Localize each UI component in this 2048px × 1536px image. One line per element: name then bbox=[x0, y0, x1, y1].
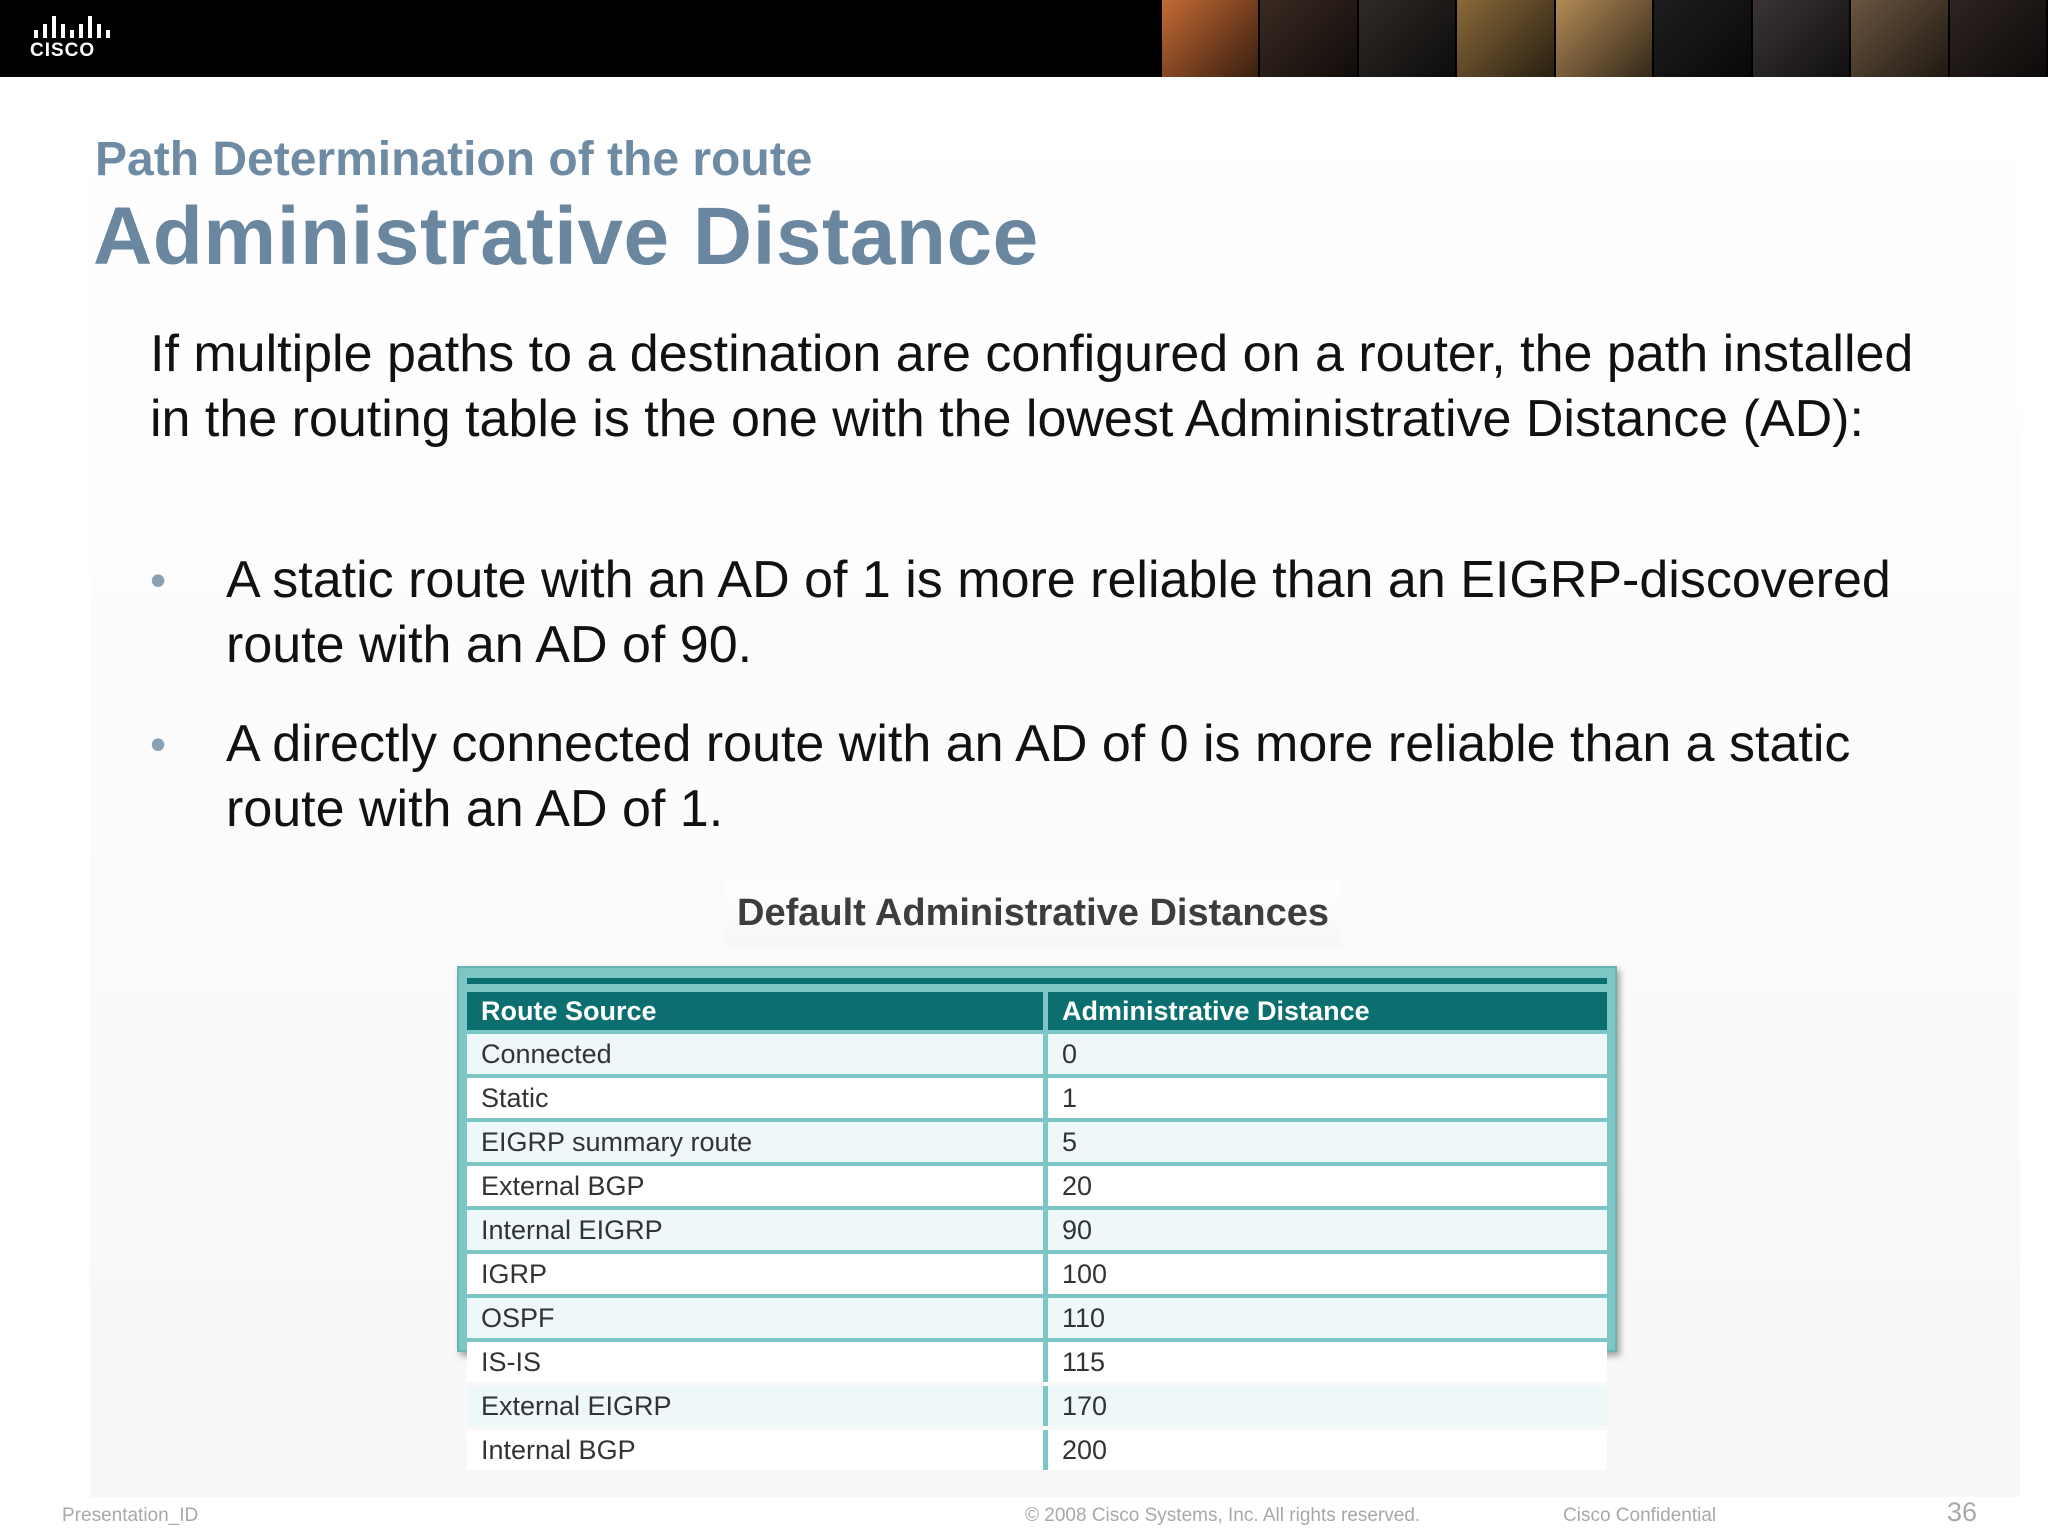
header-photo-tile bbox=[1556, 0, 1654, 77]
cell-administrative-distance: 100 bbox=[1048, 1254, 1607, 1294]
table-row bbox=[467, 1210, 1607, 1250]
table-header-row bbox=[467, 992, 1607, 1030]
bullet-item bbox=[150, 548, 1940, 678]
cell-administrative-distance: 115 bbox=[1048, 1342, 1607, 1382]
cell-route-source: Internal BGP bbox=[467, 1430, 1048, 1470]
table-row bbox=[467, 1430, 1607, 1470]
cell-administrative-distance: 200 bbox=[1048, 1430, 1607, 1470]
table-top-rule bbox=[467, 978, 1607, 984]
table-row bbox=[467, 1122, 1607, 1162]
table-body bbox=[467, 1034, 1607, 1470]
cell-administrative-distance: 20 bbox=[1048, 1166, 1607, 1206]
cell-route-source: External EIGRP bbox=[467, 1386, 1048, 1426]
cisco-logo bbox=[30, 14, 120, 64]
table-row bbox=[467, 1386, 1607, 1426]
bullet-text: A static route with an AD of 1 is more reliable than an EIGRP-discovered route with an AD of 90. bbox=[226, 551, 1891, 674]
administrative-distance-table bbox=[467, 988, 1607, 1474]
header-photo-tile bbox=[1851, 0, 1949, 77]
bullet-icon: • bbox=[150, 554, 167, 606]
table-row bbox=[467, 1078, 1607, 1118]
header-photo-tile bbox=[1654, 0, 1752, 77]
header-photo-tile bbox=[1457, 0, 1555, 77]
header-photo-tile bbox=[1359, 0, 1457, 77]
header-photo-tile bbox=[1260, 0, 1358, 77]
cell-administrative-distance: 1 bbox=[1048, 1078, 1607, 1118]
table-row bbox=[467, 1034, 1607, 1074]
table-row bbox=[467, 1298, 1607, 1338]
footer-confidential: Cisco Confidential bbox=[1563, 1505, 1717, 1526]
page-number: 36 bbox=[1947, 1497, 1978, 1527]
bullet-item bbox=[150, 712, 1940, 842]
header-band bbox=[0, 0, 2048, 77]
header-photo-strip bbox=[1162, 0, 2048, 77]
slide-title: Administrative Distance bbox=[93, 191, 1039, 282]
table-row bbox=[467, 1254, 1607, 1294]
column-header-administrative-distance: Administrative Distance bbox=[1048, 992, 1607, 1030]
cell-route-source: Internal EIGRP bbox=[467, 1210, 1048, 1250]
table-row bbox=[467, 1342, 1607, 1382]
cell-route-source: Static bbox=[467, 1078, 1048, 1118]
cell-route-source: IGRP bbox=[467, 1254, 1048, 1294]
cell-route-source: IS-IS bbox=[467, 1342, 1048, 1382]
cell-route-source: Connected bbox=[467, 1034, 1048, 1074]
cell-administrative-distance: 5 bbox=[1048, 1122, 1607, 1162]
cell-administrative-distance: 90 bbox=[1048, 1210, 1607, 1250]
cell-route-source: EIGRP summary route bbox=[467, 1122, 1048, 1162]
intro-paragraph: If multiple paths to a destination are configured on a router, the path installed in the routing table is the one with the lowest Administrative Distance (AD): bbox=[150, 325, 1914, 448]
slide-subtitle: Path Determination of the route bbox=[95, 133, 813, 186]
table-caption: Default Administrative Distances bbox=[725, 880, 1341, 947]
footer-presentation-id: Presentation_ID bbox=[62, 1505, 199, 1526]
bullet-icon: • bbox=[150, 718, 167, 770]
header-photo-tile bbox=[1162, 0, 1260, 77]
bullet-list bbox=[150, 548, 1940, 876]
cell-administrative-distance: 110 bbox=[1048, 1298, 1607, 1338]
cell-administrative-distance: 0 bbox=[1048, 1034, 1607, 1074]
bullet-text: A directly connected route with an AD of 0 is more reliable than a static route with an AD of 1. bbox=[226, 715, 1851, 838]
cisco-wordmark: CISCO bbox=[30, 40, 96, 61]
header-photo-tile bbox=[1753, 0, 1851, 77]
cell-route-source: OSPF bbox=[467, 1298, 1048, 1338]
table-frame bbox=[457, 966, 1617, 1465]
footer-copyright: © 2008 Cisco Systems, Inc. All rights reserved. bbox=[1025, 1505, 1421, 1526]
column-header-route-source: Route Source bbox=[467, 992, 1048, 1030]
table-row bbox=[467, 1166, 1607, 1206]
cell-route-source: External BGP bbox=[467, 1166, 1048, 1206]
cisco-bars-icon bbox=[30, 14, 120, 38]
header-photo-tile bbox=[1950, 0, 2048, 77]
cell-administrative-distance: 170 bbox=[1048, 1386, 1607, 1426]
